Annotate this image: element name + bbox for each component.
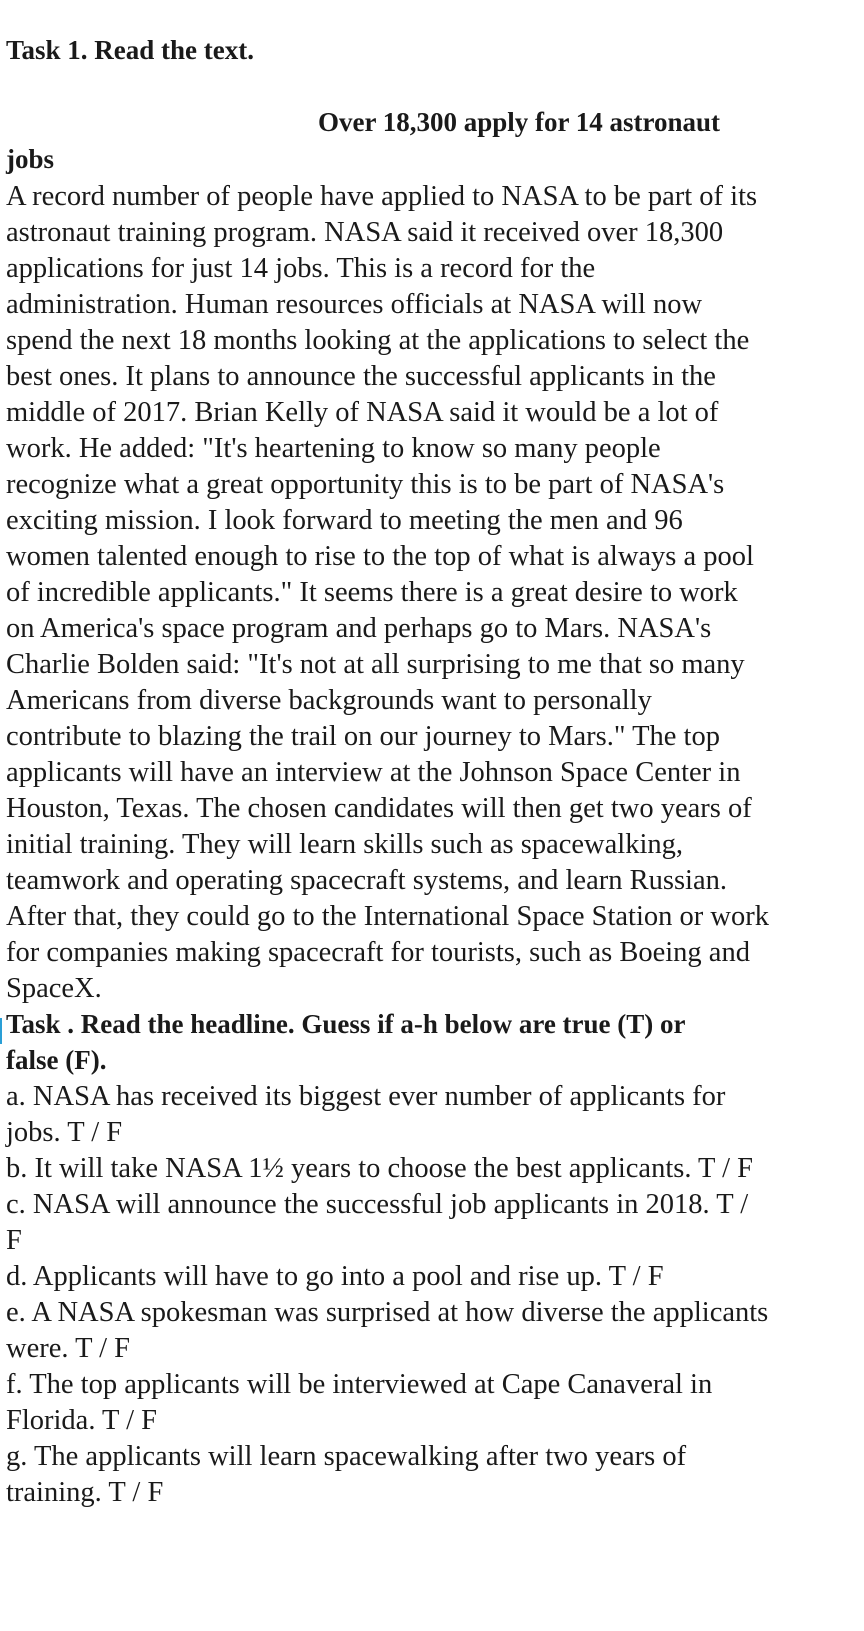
task2-item-line: Florida. T / F (6, 1405, 157, 1436)
article-body-line: After that, they could go to the International Space Station or work (6, 901, 769, 932)
article-body-line: for companies making spacecraft for tourists, such as Boeing and (6, 937, 750, 968)
task2-item-line: a. NASA has received its biggest ever number of applicants for (6, 1081, 726, 1112)
article-body-line: women talented enough to rise to the top of what is always a pool (6, 541, 754, 572)
article-body-line: recognize what a great opportunity this is to be part of NASA's (6, 469, 725, 500)
article-title-line-2: jobs (6, 144, 55, 174)
article-body-line: Americans from diverse backgrounds want to personally (6, 685, 652, 716)
article-body-line: exciting mission. I look forward to meeting the men and 96 (6, 505, 683, 536)
task2-item-line: b. It will take NASA 1½ years to choose the best applicants. T / F (6, 1153, 753, 1184)
article-body-line: administration. Human resources officials at NASA will now (6, 289, 703, 320)
task2-item-line: g. The applicants will learn spacewalking after two years of (6, 1441, 687, 1472)
article-body-line: A record number of people have applied to NASA to be part of its (6, 181, 758, 212)
left-edge-marker (0, 1018, 2, 1044)
article-body-line: Houston, Texas. The chosen candidates will then get two years of (6, 793, 752, 824)
task2-item-line: e. A NASA spokesman was surprised at how diverse the applicants (6, 1297, 769, 1328)
task2-item-line: f. The top applicants will be interviewed at Cape Canaveral in (6, 1369, 713, 1400)
task2-item-line: jobs. T / F (6, 1117, 123, 1148)
article-body-line: middle of 2017. Brian Kelly of NASA said it would be a lot of (6, 397, 719, 428)
task2-item-line: d. Applicants will have to go into a pool and rise up. T / F (6, 1261, 664, 1292)
article-title-line-1: Over 18,300 apply for 14 astronaut (318, 107, 721, 137)
task2-heading-line-1: Task . Read the headline. Guess if a-h below are true (T) or (6, 1009, 686, 1039)
article-body-line: teamwork and operating spacecraft systems, and learn Russian. (6, 865, 727, 896)
article-body-line: of incredible applicants." It seems there is a great desire to work (6, 577, 738, 608)
article-body-line: initial training. They will learn skills such as spacewalking, (6, 829, 684, 860)
task1-heading: Task 1. Read the text. (6, 35, 255, 65)
task2-item-line: c. NASA will announce the successful job applicants in 2018. T / (6, 1189, 749, 1220)
task2-heading-line-2: false (F). (6, 1045, 107, 1075)
article-body-line: best ones. It plans to announce the successful applicants in the (6, 361, 716, 392)
article-body-line: applicants will have an interview at the Johnson Space Center in (6, 757, 741, 788)
article-body-line: Charlie Bolden said: "It's not at all surprising to me that so many (6, 649, 745, 680)
article-body-line: work. He added: "It's heartening to know so many people (6, 433, 661, 464)
task2-item-line: training. T / F (6, 1477, 164, 1508)
article-body-line: spend the next 18 months looking at the applications to select the (6, 325, 750, 356)
article-body-line: SpaceX. (6, 973, 102, 1004)
article-body-line: contribute to blazing the trail on our journey to Mars." The top (6, 721, 720, 752)
task2-item-line: were. T / F (6, 1333, 131, 1364)
task2-item-line: F (6, 1225, 22, 1256)
article-body-line: applications for just 14 jobs. This is a record for the (6, 253, 596, 284)
article-body-line: on America's space program and perhaps go to Mars. NASA's (6, 613, 712, 644)
article-body-line: astronaut training program. NASA said it received over 18,300 (6, 217, 724, 248)
